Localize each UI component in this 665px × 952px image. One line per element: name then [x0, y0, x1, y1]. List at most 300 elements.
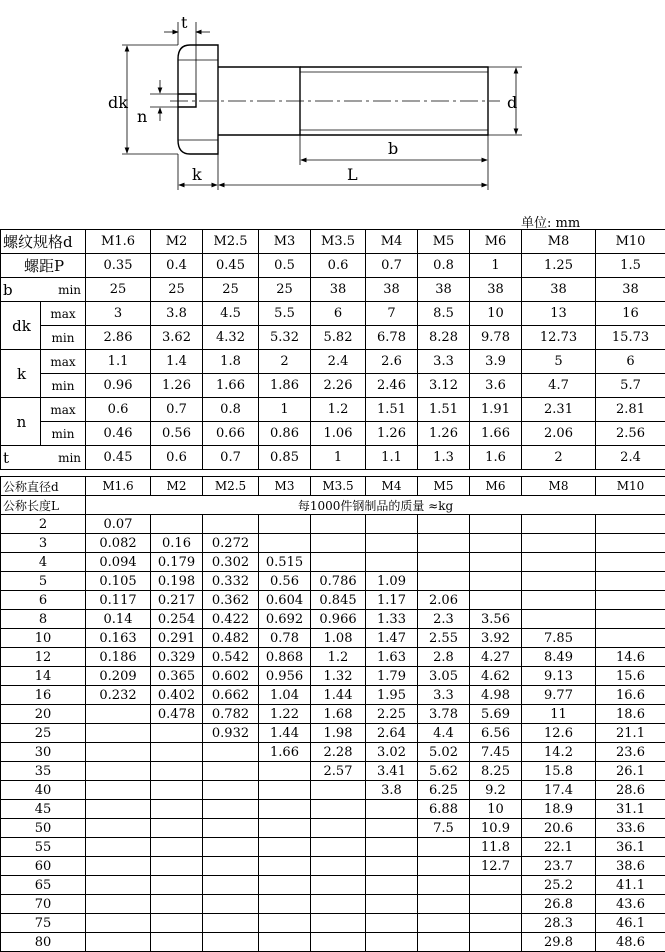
value-cell: 5.7: [596, 374, 665, 398]
mass-value-cell: [470, 895, 522, 914]
size-header-cell: M6: [470, 230, 522, 254]
mass-value-cell: 8.25: [470, 762, 522, 781]
mass-value-cell: [259, 895, 311, 914]
mass-value-cell: [86, 838, 151, 857]
value-cell: 7: [366, 302, 418, 326]
mass-value-cell: 0.478: [151, 705, 203, 724]
mass-value-cell: [86, 724, 151, 743]
mass-value-cell: 31.1: [596, 800, 665, 819]
max-label-cell: max: [41, 302, 86, 326]
size-header-cell: M6: [470, 477, 522, 496]
value-cell: 25: [259, 278, 311, 302]
size-header-cell: M8: [522, 477, 596, 496]
mass-value-cell: 0.117: [86, 591, 151, 610]
mass-value-cell: 0.365: [151, 667, 203, 686]
mass-value-cell: 0.07: [86, 515, 151, 534]
mass-value-cell: [522, 515, 596, 534]
size-header-cell: M1.6: [86, 477, 151, 496]
value-cell: 3.8: [151, 302, 203, 326]
mass-value-cell: [151, 724, 203, 743]
length-cell: 80: [1, 933, 86, 952]
mass-value-cell: [259, 762, 311, 781]
value-cell: 5.32: [259, 326, 311, 350]
mass-value-cell: 3.8: [366, 781, 418, 800]
table-row: [1, 857, 665, 876]
value-cell: 1.2: [311, 398, 366, 422]
mass-value-cell: [311, 553, 366, 572]
min-label-cell: min: [41, 374, 86, 398]
mass-value-cell: 15.6: [596, 667, 665, 686]
mass-value-cell: 0.845: [311, 591, 366, 610]
table-row: [1, 762, 665, 781]
size-header-cell: M4: [366, 477, 418, 496]
size-header-cell: M2: [151, 477, 203, 496]
mass-value-cell: 23.6: [596, 743, 665, 762]
size-header-cell: M2.5: [203, 230, 259, 254]
table-row: [1, 591, 665, 610]
table-row: [1, 350, 665, 374]
size-header-cell: M3.5: [311, 477, 366, 496]
mass-value-cell: [418, 933, 470, 952]
mass-value-cell: [522, 610, 596, 629]
mass-value-cell: [311, 838, 366, 857]
mass-value-cell: 0.209: [86, 667, 151, 686]
mass-value-cell: [311, 781, 366, 800]
mass-value-cell: 1.08: [311, 629, 366, 648]
value-cell: 0.46: [86, 422, 151, 446]
mass-value-cell: [470, 876, 522, 895]
mass-value-cell: [311, 515, 366, 534]
mass-value-cell: 23.7: [522, 857, 596, 876]
t-label-cell: t: [1, 446, 41, 470]
mass-value-cell: 1.17: [366, 591, 418, 610]
mass-value-cell: [86, 762, 151, 781]
mass-value-cell: [366, 534, 418, 553]
table-row: [1, 743, 665, 762]
mass-value-cell: [203, 933, 259, 952]
mass-value-cell: [418, 553, 470, 572]
value-cell: 0.7: [203, 446, 259, 470]
value-cell: 8.5: [418, 302, 470, 326]
value-cell: 12.73: [522, 326, 596, 350]
mass-value-cell: [311, 800, 366, 819]
mass-value-cell: [259, 781, 311, 800]
mass-value-cell: [151, 857, 203, 876]
unit-label: 单位: mm: [521, 212, 580, 231]
mass-value-cell: [470, 572, 522, 591]
value-cell: 1.26: [418, 422, 470, 446]
value-cell: 5.5: [259, 302, 311, 326]
value-cell: 6: [311, 302, 366, 326]
mass-value-cell: 33.6: [596, 819, 665, 838]
mass-value-cell: [596, 610, 665, 629]
mass-value-cell: [418, 572, 470, 591]
mass-value-cell: [151, 781, 203, 800]
value-cell: 1.1: [366, 446, 418, 470]
mass-value-cell: 0.16: [151, 534, 203, 553]
mass-value-cell: 5.69: [470, 705, 522, 724]
mass-value-cell: 1.95: [366, 686, 418, 705]
size-header-cell: M3: [259, 477, 311, 496]
value-cell: 1.5: [596, 254, 665, 278]
mass-value-cell: [86, 781, 151, 800]
value-cell: 5.82: [311, 326, 366, 350]
value-cell: 38: [522, 278, 596, 302]
mass-value-cell: [522, 572, 596, 591]
mass-value-cell: 1.22: [259, 705, 311, 724]
mass-value-cell: 43.6: [596, 895, 665, 914]
size-header-cell: M5: [418, 230, 470, 254]
value-cell: 0.45: [86, 446, 151, 470]
table-row: [1, 446, 665, 470]
mass-value-cell: 0.932: [203, 724, 259, 743]
mass-value-cell: 11: [522, 705, 596, 724]
mass-value-cell: [151, 762, 203, 781]
mass-value-cell: 0.186: [86, 648, 151, 667]
mass-value-cell: 1.32: [311, 667, 366, 686]
diameter-label-cell: 公称直径d: [1, 477, 86, 496]
size-label-cell: 螺纹规格d: [1, 230, 86, 254]
mass-value-cell: [203, 762, 259, 781]
mass-value-cell: 0.956: [259, 667, 311, 686]
mass-value-cell: [366, 857, 418, 876]
table-row: [1, 705, 665, 724]
table-row: [1, 781, 665, 800]
mass-value-cell: 0.105: [86, 572, 151, 591]
mass-value-cell: 12.7: [470, 857, 522, 876]
length-cell: 35: [1, 762, 86, 781]
length-cell: 2: [1, 515, 86, 534]
mass-value-cell: [470, 553, 522, 572]
value-cell: 1.8: [203, 350, 259, 374]
table-row: [1, 572, 665, 591]
mass-value-cell: 18.6: [596, 705, 665, 724]
mass-value-cell: [259, 914, 311, 933]
table-row: [1, 876, 665, 895]
value-cell: 25: [86, 278, 151, 302]
mass-value-cell: [203, 800, 259, 819]
length-cell: 8: [1, 610, 86, 629]
mass-value-cell: [151, 876, 203, 895]
table-row: [1, 648, 665, 667]
value-cell: 13: [522, 302, 596, 326]
mass-value-cell: [366, 933, 418, 952]
table-row: [1, 422, 665, 446]
mass-value-cell: 0.56: [259, 572, 311, 591]
mass-value-cell: 1.98: [311, 724, 366, 743]
min-label-cell: min: [41, 422, 86, 446]
mass-value-cell: 3.02: [366, 743, 418, 762]
mass-value-cell: 1.09: [366, 572, 418, 591]
mass-title-cell: 每1000件钢制品的质量 ≈kg: [86, 496, 665, 515]
mass-value-cell: [203, 838, 259, 857]
value-cell: 6: [596, 350, 665, 374]
size-header-cell: M1.6: [86, 230, 151, 254]
mass-value-cell: [86, 933, 151, 952]
value-cell: 1.6: [470, 446, 522, 470]
mass-value-cell: [203, 819, 259, 838]
value-cell: 1: [311, 446, 366, 470]
mass-value-cell: 3.41: [366, 762, 418, 781]
mass-value-cell: 11.8: [470, 838, 522, 857]
mass-value-cell: 1.47: [366, 629, 418, 648]
mass-value-cell: 26.1: [596, 762, 665, 781]
mass-value-cell: [596, 534, 665, 553]
dim-L-label: L: [347, 165, 358, 184]
mass-value-cell: 0.78: [259, 629, 311, 648]
value-cell: 0.56: [151, 422, 203, 446]
value-cell: 2.31: [522, 398, 596, 422]
table-row: [1, 933, 665, 952]
mass-value-cell: 0.179: [151, 553, 203, 572]
mass-value-cell: 0.14: [86, 610, 151, 629]
mass-value-cell: 38.6: [596, 857, 665, 876]
mass-value-cell: 0.198: [151, 572, 203, 591]
value-cell: 0.35: [86, 254, 151, 278]
mass-value-cell: 18.9: [522, 800, 596, 819]
table-row: [1, 610, 665, 629]
mass-value-cell: [203, 781, 259, 800]
table-row: [1, 686, 665, 705]
mass-value-cell: 26.8: [522, 895, 596, 914]
value-cell: 2.4: [311, 350, 366, 374]
table-row: [1, 800, 665, 819]
b-label-cell: b: [1, 278, 41, 302]
mass-value-cell: 2.55: [418, 629, 470, 648]
mass-value-cell: [203, 857, 259, 876]
value-cell: 1.26: [366, 422, 418, 446]
value-cell: 0.8: [203, 398, 259, 422]
size-header-cell: M8: [522, 230, 596, 254]
mass-value-cell: 0.482: [203, 629, 259, 648]
mass-value-cell: 46.1: [596, 914, 665, 933]
dk-label-cell: dk: [1, 302, 41, 350]
mass-value-cell: [86, 857, 151, 876]
spec-table: [0, 229, 665, 470]
mass-value-cell: [366, 895, 418, 914]
mass-table: [0, 476, 665, 952]
value-cell: 0.66: [203, 422, 259, 446]
value-cell: 0.8: [418, 254, 470, 278]
mass-value-cell: [86, 876, 151, 895]
mass-value-cell: [86, 743, 151, 762]
mass-value-cell: [596, 591, 665, 610]
value-cell: 1.51: [366, 398, 418, 422]
mass-value-cell: 1.79: [366, 667, 418, 686]
table-row: [1, 496, 665, 515]
mass-value-cell: 28.6: [596, 781, 665, 800]
mass-value-cell: 0.302: [203, 553, 259, 572]
table-row: [1, 515, 665, 534]
mass-value-cell: 0.868: [259, 648, 311, 667]
mass-value-cell: 17.4: [522, 781, 596, 800]
mass-value-cell: 8.49: [522, 648, 596, 667]
mass-value-cell: 0.422: [203, 610, 259, 629]
mass-value-cell: [311, 895, 366, 914]
mass-value-cell: 0.094: [86, 553, 151, 572]
mass-value-cell: 2.8: [418, 648, 470, 667]
value-cell: 0.6: [86, 398, 151, 422]
mass-value-cell: [366, 553, 418, 572]
value-cell: 2.86: [86, 326, 151, 350]
mass-value-cell: 1.44: [311, 686, 366, 705]
value-cell: 2.4: [596, 446, 665, 470]
mass-value-cell: [366, 819, 418, 838]
value-cell: 38: [470, 278, 522, 302]
value-cell: 1.51: [418, 398, 470, 422]
size-header-cell: M2: [151, 230, 203, 254]
value-cell: 4.32: [203, 326, 259, 350]
mass-value-cell: [366, 515, 418, 534]
value-cell: 9.78: [470, 326, 522, 350]
value-cell: 0.45: [203, 254, 259, 278]
length-cell: 45: [1, 800, 86, 819]
mass-value-cell: [418, 534, 470, 553]
value-cell: 2: [259, 350, 311, 374]
mass-value-cell: 48.6: [596, 933, 665, 952]
length-cell: 3: [1, 534, 86, 553]
length-cell: 4: [1, 553, 86, 572]
mass-value-cell: [259, 933, 311, 952]
min-label-cell: min: [41, 326, 86, 350]
mass-value-cell: [470, 591, 522, 610]
mass-value-cell: 1.44: [259, 724, 311, 743]
dim-k-label: k: [192, 165, 202, 184]
value-cell: 2.6: [366, 350, 418, 374]
mass-value-cell: 25.2: [522, 876, 596, 895]
size-header-cell: M5: [418, 477, 470, 496]
mass-value-cell: 0.692: [259, 610, 311, 629]
mass-value-cell: [470, 534, 522, 553]
length-cell: 65: [1, 876, 86, 895]
mass-value-cell: 3.3: [418, 686, 470, 705]
value-cell: 1.66: [203, 374, 259, 398]
mass-value-cell: [151, 515, 203, 534]
mass-value-cell: 29.8: [522, 933, 596, 952]
mass-value-cell: 0.272: [203, 534, 259, 553]
mass-value-cell: [311, 876, 366, 895]
mass-value-cell: 2.28: [311, 743, 366, 762]
mass-value-cell: [151, 838, 203, 857]
table-row: [1, 254, 665, 278]
mass-value-cell: [522, 591, 596, 610]
mass-value-cell: [259, 515, 311, 534]
length-cell: 10: [1, 629, 86, 648]
dim-t-label: t: [181, 13, 188, 32]
value-cell: 1.1: [86, 350, 151, 374]
mass-value-cell: 6.25: [418, 781, 470, 800]
value-cell: 0.7: [151, 398, 203, 422]
mass-value-cell: [311, 857, 366, 876]
mass-value-cell: 4.27: [470, 648, 522, 667]
mass-value-cell: 22.1: [522, 838, 596, 857]
size-header-cell: M3: [259, 230, 311, 254]
b-sub-cell: min: [41, 278, 86, 302]
mass-value-cell: [418, 876, 470, 895]
mass-value-cell: 0.604: [259, 591, 311, 610]
mass-value-cell: 12.6: [522, 724, 596, 743]
mass-value-cell: [259, 838, 311, 857]
value-cell: 0.86: [259, 422, 311, 446]
k-label-cell: k: [1, 350, 41, 398]
value-cell: 0.5: [259, 254, 311, 278]
mass-value-cell: [86, 895, 151, 914]
value-cell: 2: [522, 446, 596, 470]
mass-value-cell: [203, 914, 259, 933]
mass-value-cell: 1.68: [311, 705, 366, 724]
value-cell: 1.4: [151, 350, 203, 374]
value-cell: 25: [151, 278, 203, 302]
mass-value-cell: 10.9: [470, 819, 522, 838]
table-row: [1, 895, 665, 914]
mass-value-cell: [311, 819, 366, 838]
table-row: [1, 914, 665, 933]
length-cell: 55: [1, 838, 86, 857]
mass-value-cell: 4.62: [470, 667, 522, 686]
value-cell: 2.81: [596, 398, 665, 422]
length-cell: 70: [1, 895, 86, 914]
value-cell: 1: [259, 398, 311, 422]
dim-d-label: d: [507, 93, 517, 112]
table-row: [1, 553, 665, 572]
value-cell: 6.78: [366, 326, 418, 350]
length-cell: 12: [1, 648, 86, 667]
mass-value-cell: [151, 895, 203, 914]
value-cell: 1.25: [522, 254, 596, 278]
length-cell: 20: [1, 705, 86, 724]
mass-value-cell: [203, 876, 259, 895]
value-cell: 5: [522, 350, 596, 374]
length-cell: 40: [1, 781, 86, 800]
length-cell: 25: [1, 724, 86, 743]
value-cell: 38: [311, 278, 366, 302]
mass-value-cell: [596, 553, 665, 572]
mass-value-cell: 2.57: [311, 762, 366, 781]
value-cell: 0.4: [151, 254, 203, 278]
mass-value-cell: 0.515: [259, 553, 311, 572]
value-cell: 1.26: [151, 374, 203, 398]
value-cell: 3: [86, 302, 151, 326]
mass-value-cell: [86, 819, 151, 838]
pitch-label-cell: 螺距P: [1, 254, 86, 278]
mass-value-cell: 15.8: [522, 762, 596, 781]
mass-value-cell: 9.13: [522, 667, 596, 686]
mass-value-cell: 3.92: [470, 629, 522, 648]
mass-value-cell: 1.33: [366, 610, 418, 629]
mass-value-cell: 2.06: [418, 591, 470, 610]
mass-value-cell: 14.2: [522, 743, 596, 762]
mass-value-cell: [86, 705, 151, 724]
value-cell: 16: [596, 302, 665, 326]
value-cell: 3.6: [470, 374, 522, 398]
table-row: [1, 534, 665, 553]
mass-value-cell: [311, 914, 366, 933]
mass-value-cell: [470, 933, 522, 952]
table-row: [1, 819, 665, 838]
value-cell: 1.66: [470, 422, 522, 446]
value-cell: 3.9: [470, 350, 522, 374]
mass-value-cell: 7.45: [470, 743, 522, 762]
mass-value-cell: 6.56: [470, 724, 522, 743]
table-row: [1, 724, 665, 743]
mass-value-cell: [366, 876, 418, 895]
table-row: [1, 230, 665, 254]
t-sub-cell: min: [41, 446, 86, 470]
value-cell: 4.5: [203, 302, 259, 326]
mass-value-cell: [203, 743, 259, 762]
size-header-cell: M4: [366, 230, 418, 254]
mass-value-cell: 7.85: [522, 629, 596, 648]
